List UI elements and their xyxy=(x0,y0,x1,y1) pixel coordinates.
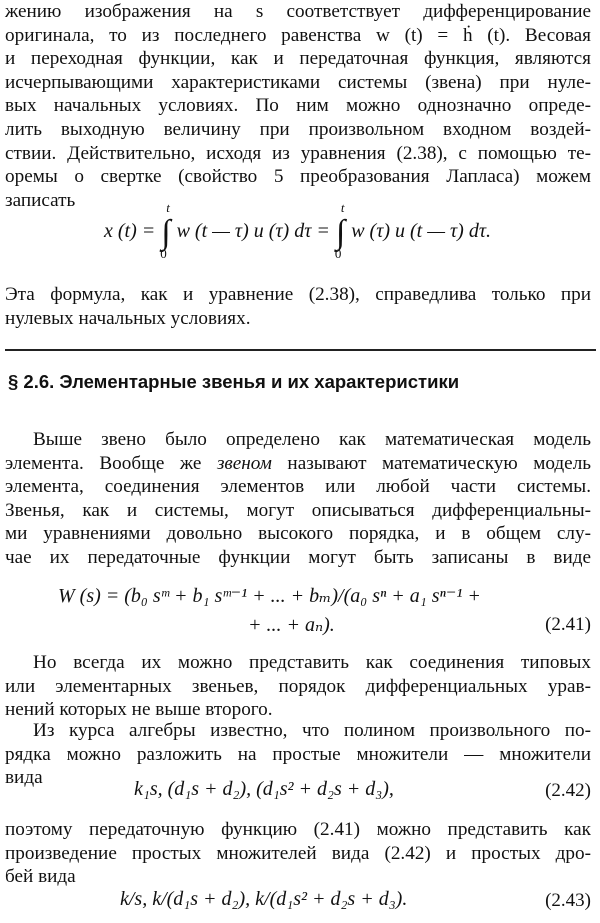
equation-term-2: w (τ) u (t — τ) dτ. xyxy=(351,220,491,242)
text-line: записать xyxy=(5,189,76,211)
text-line: Но всегда их можно представить как соединения типовых xyxy=(33,652,591,673)
text-line: нений которых не выше второго. xyxy=(5,699,273,721)
integral-upper-limit: t xyxy=(166,200,170,215)
paragraph-transfer-product xyxy=(5,818,591,889)
integral-lower-limit: 0 xyxy=(160,246,167,261)
text-line: вых начальных условиях. По ним можно однозначно опреде- xyxy=(5,95,591,117)
text-line: чае их передаточные функции могут быть записаны в виде xyxy=(5,546,591,568)
section-title: § 2.6. Элементарные звенья и их характеристики xyxy=(8,371,460,392)
text-line: произведение простых множителей вида (2.42) и простых дро- xyxy=(5,842,591,864)
integral-upper-limit: t xyxy=(340,200,345,215)
text-line: оремы о свертке (свойство 5 преобразования Лапласа) можем xyxy=(5,166,591,188)
text-line: лить выходную величину при произвольном входном воздей- xyxy=(5,118,591,140)
text-line: оригинала, то из последнего равенства w (t) = ḣ (t). Весовая xyxy=(5,24,591,46)
equation-term-1: w (t — τ) u (τ) dτ = xyxy=(176,220,330,242)
text-line: или элементарных звеньев, порядок дифференциальных урав- xyxy=(5,675,591,697)
text-line: нулевых начальных условиях. xyxy=(5,307,251,329)
text-fragment: называют математическую модель xyxy=(287,452,592,474)
text-line: и переходная функции, как и передаточная функция, являются xyxy=(5,48,591,70)
paragraph-elementary-links xyxy=(5,651,591,722)
paragraph-links-definition xyxy=(5,428,591,570)
equation-number: (2.43) xyxy=(545,890,591,911)
text-line: вида xyxy=(5,767,43,789)
text-line: ми уравнениями довольно высокого порядка, и в общем слу- xyxy=(5,523,591,545)
term-emphasis: звеном xyxy=(216,452,272,474)
text-line: элемента, соединения элементов или любой части системы. xyxy=(5,476,591,498)
text-fragment: элемента. Вообще же xyxy=(5,452,202,474)
equation-2-43: k/s, k/(d₁s + d₂), k/(d₁s² + d₂s + d₃). xyxy=(120,888,408,910)
equation-2-42: k₁s, (d₁s + d₂), (d₁s² + d₂s + d₃), xyxy=(134,778,394,800)
text-line: Выше звено было определено как математическая модель xyxy=(33,429,591,450)
text-line: Из курса алгебры известно, что полином произвольного по- xyxy=(33,720,591,741)
equation-2-41-line-1: W (s) = (b₀ sᵐ + b₁ sᵐ⁻¹ + ... + bₘ)/(a₀ sⁿ + a₁ sⁿ⁻¹ + xyxy=(58,585,481,607)
text-line: поэтому передаточную функцию (2.41) можно представить как xyxy=(5,819,591,840)
equation-lhs: x (t) = xyxy=(104,220,156,242)
text-line: Эта формула, как и уравнение (2.38), справедлива только при xyxy=(5,284,591,305)
integral-sign: ∫ xyxy=(161,214,171,251)
integral-sign: ∫ xyxy=(335,214,346,251)
equation-number: (2.42) xyxy=(545,780,591,801)
text-line: исчерпывающими характеристиками системы (звена) при нуле- xyxy=(5,71,591,93)
text-line: бей вида xyxy=(5,866,76,888)
equation-number: (2.41) xyxy=(545,614,591,635)
text-line xyxy=(5,452,591,476)
text-line: рядка можно разложить на простые множители — множители xyxy=(5,743,591,765)
paragraph-intro xyxy=(5,0,591,212)
paragraph-formula-note xyxy=(5,283,591,330)
text-line: жению изображения на s соответствует дифференцирование xyxy=(5,1,591,22)
text-line: ствии. Действительно, исходя из уравнения (2.38), с помощью те- xyxy=(5,142,591,164)
equation-2-41-line-2: + ... + aₙ). xyxy=(248,614,335,636)
section-divider xyxy=(5,349,596,351)
equation-convolution xyxy=(104,200,491,261)
integral-lower-limit: 0 xyxy=(334,246,342,261)
text-line: Звенья, как и системы, могут описываться дифференциальны- xyxy=(5,499,591,521)
